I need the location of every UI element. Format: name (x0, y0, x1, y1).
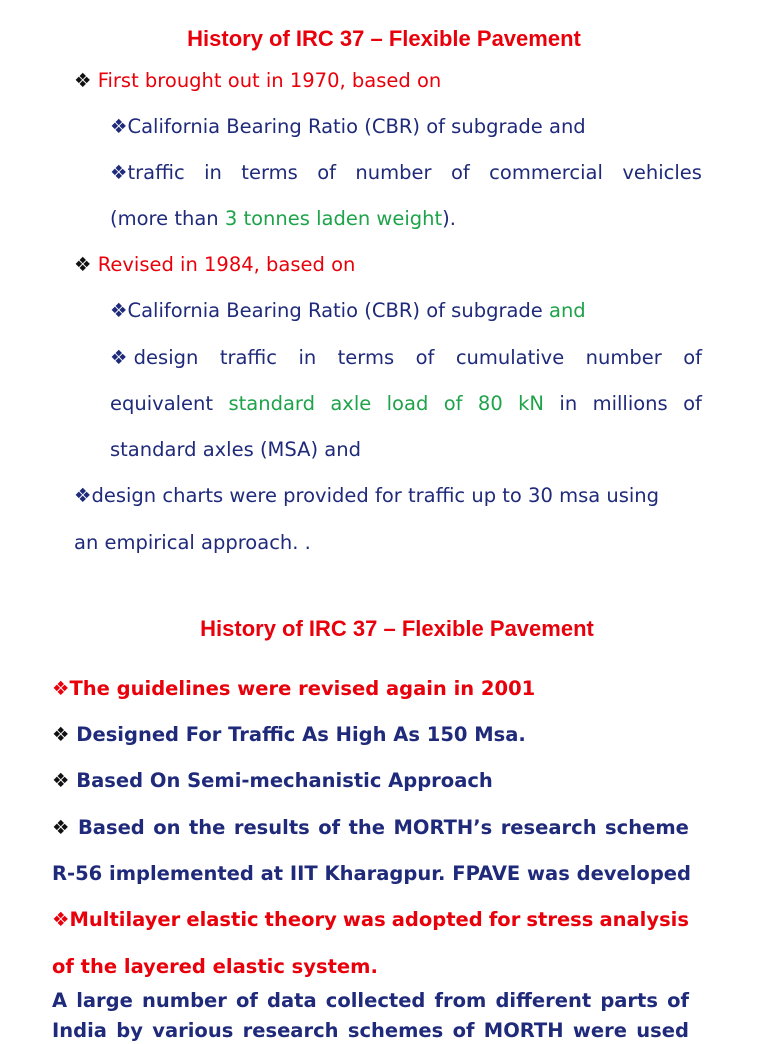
line-msa: standard axles (MSA) and (110, 438, 361, 461)
word: ❖ design (110, 346, 199, 369)
word: stress (526, 908, 594, 931)
line-equivalent (110, 391, 702, 417)
word: of (415, 346, 435, 369)
word: scheme (605, 816, 689, 839)
word: data (267, 989, 317, 1012)
line-semi-mechanistic (52, 768, 493, 794)
word: were (572, 1019, 627, 1042)
word: analysis (599, 908, 689, 931)
line-cbr-2-and: and (549, 299, 586, 322)
line-cbr-1: ❖California Bearing Ratio (CBR) of subgrade and (110, 115, 586, 138)
line-tonnes (110, 206, 456, 232)
word: the (188, 816, 226, 839)
word: was (342, 908, 386, 931)
word: large (76, 989, 133, 1012)
word: schemes (347, 1019, 444, 1042)
word: axle (330, 392, 372, 415)
bullet-line-1984 (74, 252, 355, 278)
word: kN (518, 392, 545, 415)
line-design-traffic (110, 345, 702, 371)
word: in (298, 346, 317, 369)
line-india-partial (52, 1018, 689, 1044)
word: commercial (489, 161, 603, 184)
bullet-line-1970 (74, 68, 441, 94)
word: in (204, 161, 222, 184)
word: various (152, 1019, 234, 1042)
word: of (667, 989, 689, 1012)
word: of (317, 161, 336, 184)
word: in (559, 392, 578, 415)
word: vehicles (622, 161, 702, 184)
line-cbr-2 (110, 298, 586, 324)
word: adopted (391, 908, 483, 931)
line-150-msa-text: Designed For Traffic As High As 150 Msa. (76, 723, 526, 746)
slide-2-title: History of IRC 37 – Flexible Pavement (200, 616, 594, 641)
word: of (683, 392, 702, 415)
line-layered-system: of the layered elastic system. (52, 955, 378, 978)
word: 80 (477, 392, 503, 415)
word: number (142, 989, 227, 1012)
diamond-bullet-icon: ❖ (52, 723, 70, 746)
line-cbr-2-text: ❖California Bearing Ratio (CBR) of subgrade (110, 299, 549, 322)
word: standard (228, 392, 315, 415)
diamond-bullet-icon: ❖ (52, 769, 70, 792)
line-semi-mechanistic-text: Based On Semi-mechanistic Approach (76, 769, 493, 792)
line-morth-research (52, 815, 689, 841)
line-tonnes-highlight: 3 tonnes laden weight (224, 207, 443, 230)
word: from (434, 989, 487, 1012)
line-empirical: an empirical approach. . (74, 531, 311, 554)
word: number (355, 161, 432, 184)
word: Based (77, 816, 145, 839)
word: ❖traffic (110, 161, 185, 184)
word: results (233, 816, 310, 839)
word: terms (241, 161, 298, 184)
word: ❖Multilayer (52, 908, 181, 931)
word: equivalent (110, 392, 214, 415)
diamond-bullet-icon: ❖ (52, 816, 70, 839)
word: of (236, 989, 258, 1012)
line-multilayer (52, 907, 689, 933)
word: research (242, 1019, 339, 1042)
word: number (585, 346, 662, 369)
diamond-bullet-icon: ❖ (74, 253, 92, 276)
word: cumulative (455, 346, 565, 369)
word: of (318, 816, 341, 839)
word: traffic (219, 346, 277, 369)
word: the (348, 816, 386, 839)
word: collected (325, 989, 426, 1012)
word: for (488, 908, 521, 931)
word: terms (337, 346, 395, 369)
line-traffic (110, 160, 702, 186)
word: of (683, 346, 702, 369)
slide-1-title: History of IRC 37 – Flexible Pavement (187, 26, 581, 51)
word: of (452, 1019, 475, 1042)
line-1984-text: Revised in 1984, based on (97, 253, 356, 276)
word: used (636, 1019, 689, 1042)
word: parts (600, 989, 658, 1012)
word: MORTH (483, 1019, 564, 1042)
word: research (500, 816, 597, 839)
line-150-msa (52, 722, 526, 748)
diamond-bullet-icon: ❖ (74, 69, 92, 92)
word: A (52, 989, 68, 1012)
word: on (153, 816, 181, 839)
line-design-charts: ❖design charts were provided for traffic up to 30 msa using (74, 484, 660, 507)
word: MORTH’s (393, 816, 493, 839)
word: India (52, 1019, 107, 1042)
word: of (450, 161, 470, 184)
word: load (386, 392, 429, 415)
word: theory (264, 908, 337, 931)
line-tonnes-prefix: (more than (110, 207, 225, 230)
line-revised-2001: ❖The guidelines were revised again in 2001 (52, 677, 536, 700)
word: of (443, 392, 463, 415)
line-r56: R-56 implemented at IIT Kharagpur. FPAVE was developed (52, 862, 691, 885)
word: different (495, 989, 592, 1012)
line-tonnes-suffix: ). (442, 207, 456, 230)
word: by (116, 1019, 143, 1042)
word: millions (592, 392, 668, 415)
line-1970-text: First brought out in 1970, based on (97, 69, 442, 92)
word: elastic (186, 908, 259, 931)
line-large-number (52, 988, 689, 1014)
